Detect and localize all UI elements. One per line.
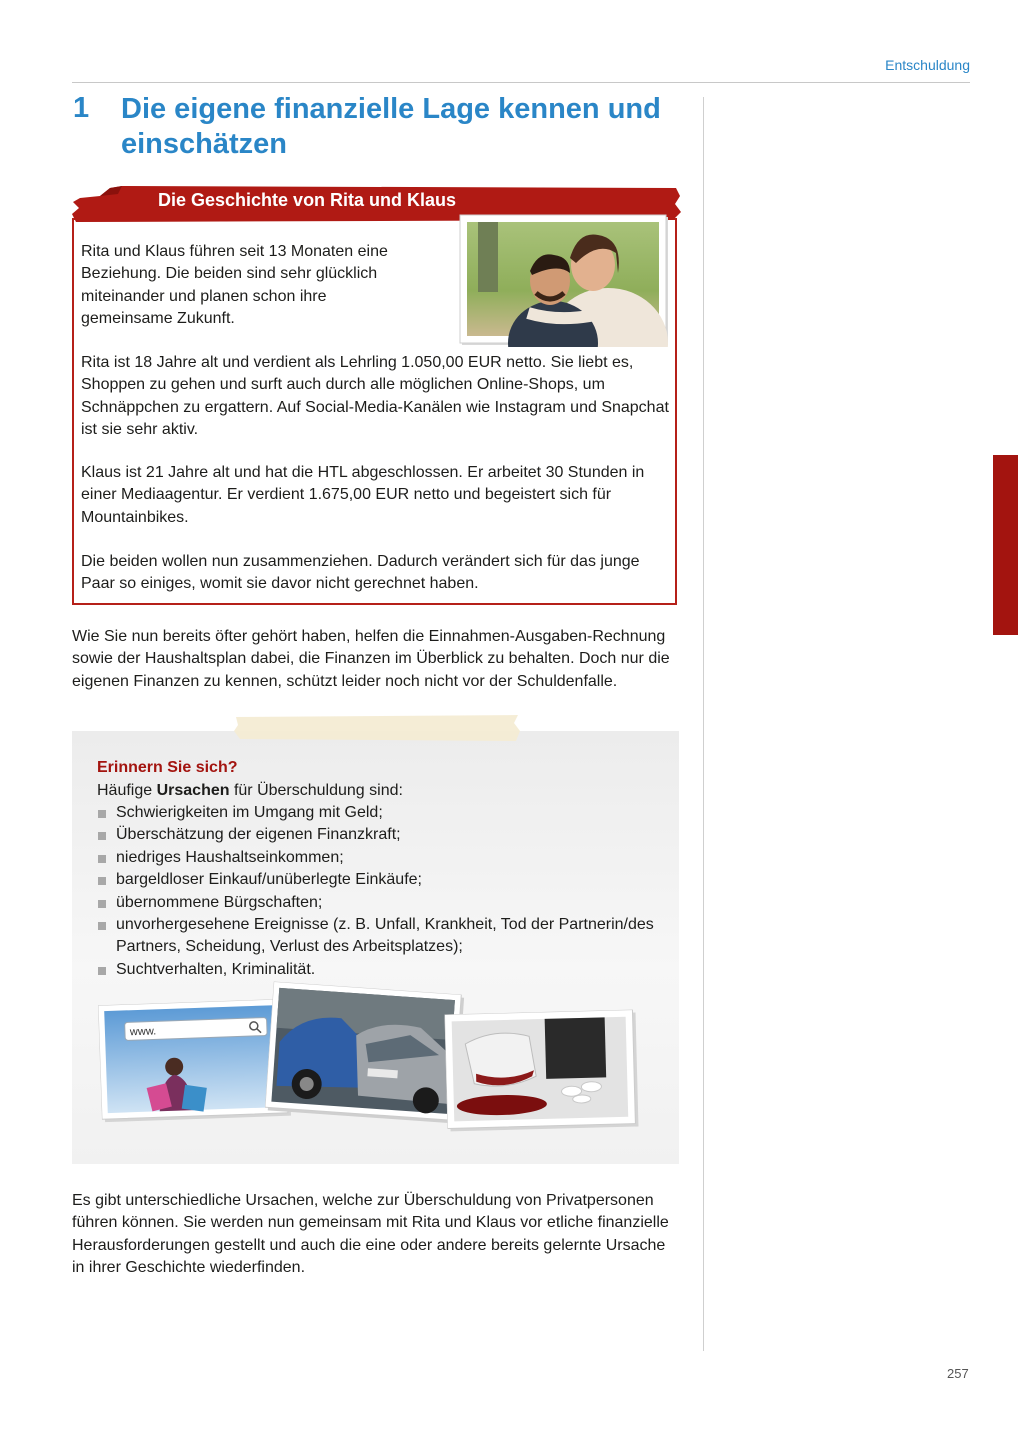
column-divider	[703, 97, 704, 1351]
header-rule	[72, 82, 970, 83]
tape-strip	[232, 713, 522, 743]
url-text: www.	[129, 1025, 157, 1039]
list-item	[97, 892, 657, 914]
story-paragraph: Klaus ist 21 Jahre alt und hat die HTL abgeschlossen. Er arbeitet 30 Stunden in einer Mediaagentur. Er verdient 1.675,00 EUR netto und begeistert sich für Mountainbikes.	[81, 464, 645, 526]
reminder-heading: Erinnern Sie sich?	[97, 759, 238, 776]
list-item	[97, 802, 657, 824]
story-paragraph: Rita und Klaus führen seit 13 Monaten eine Beziehung. Die beiden sind sehr glücklich miteinander und planen schon ihre gemeinsame Zukunft.	[81, 243, 388, 328]
cause-text: niedriges Haushaltseinkommen;	[116, 848, 344, 866]
car-crash-photo	[265, 981, 466, 1124]
cause-text: Schwierigkeiten im Umgang mit Geld;	[116, 804, 383, 821]
square-bullet-icon	[98, 967, 106, 975]
list-item	[97, 847, 657, 869]
cause-text: unvorhergesehene Ereignisse (z. B. Unfall, Krankheit, Tod der Partnerin/des Partners, Scheidung, Verlust des Arbeitsplatzes);	[116, 916, 654, 956]
cause-text: übernommene Bürgschaften;	[116, 893, 323, 911]
list-item	[97, 914, 657, 959]
square-bullet-icon	[98, 855, 106, 863]
cause-text: Suchtverhalten, Kriminalität.	[116, 960, 316, 978]
story-paragraph: Rita ist 18 Jahre alt und verdient als Lehrling 1.050,00 EUR netto. Sie liebt es, Shoppen zu gehen und surft auch durch alle möglichen Online-Shops, um Schnäppchen zu ergattern. Auf Social-Media-Kanälen wie Instagram und Snapchat ist sie sehr aktiv.	[81, 354, 669, 439]
lead-keyword: Ursachen	[156, 782, 230, 799]
square-bullet-icon	[98, 877, 106, 885]
square-bullet-icon	[98, 900, 106, 908]
intro-paragraph: Wie Sie nun bereits öfter gehört haben, helfen die Einnahmen-Ausgaben-Rechnung sowie der Haushaltsplan dabei, die Finanzen im Überblick zu behalten. Doch nur die eigenen Finanzen zu kennen, schützt leider noch nicht vor der Schuldenfalle.	[72, 628, 670, 690]
square-bullet-icon	[98, 832, 106, 840]
spilled-wine-photo	[444, 1010, 639, 1133]
closing-paragraph: Es gibt unterschiedliche Ursachen, welche zur Überschuldung von Privatpersonen führen können. Sie werden nun gemeinsam mit Rita und Klaus vor etliche finanzielle Herausforderungen gestellt und auch die eine oder andere bereits gelernte Ursache in ihrer Geschichte wiederfinden.	[72, 1192, 669, 1277]
list-item	[97, 869, 657, 891]
reminder-lead	[97, 780, 403, 802]
chapter-number: 1	[73, 92, 90, 124]
page-number: 257	[947, 1366, 969, 1381]
online-shopping-photo	[98, 999, 292, 1124]
cause-text: Überschätzung der eigenen Finanzkraft;	[116, 826, 401, 844]
list-item	[97, 824, 657, 846]
causes-list	[97, 802, 657, 981]
cause-text: bargeldloser Einkauf/unüberlegte Einkäufe;	[116, 871, 422, 889]
list-item	[97, 959, 657, 981]
story-heading: Die Geschichte von Rita und Klaus	[158, 190, 457, 210]
couple-photo	[458, 213, 670, 347]
square-bullet-icon	[98, 922, 106, 930]
lead-text: Häufige	[97, 782, 157, 799]
story-paragraph: Die beiden wollen nun zusammenziehen. Dadurch verändert sich für das junge Paar so einiges, womit sie davor nicht gerechnet haben.	[81, 553, 640, 593]
chapter-side-tab	[993, 455, 1018, 635]
square-bullet-icon	[98, 810, 106, 818]
running-head: Entschuldung	[885, 57, 970, 73]
chapter-title: Die eigene finanzielle Lage kennen und einschätzen	[121, 93, 661, 160]
lead-text: für Überschuldung sind:	[229, 782, 403, 799]
